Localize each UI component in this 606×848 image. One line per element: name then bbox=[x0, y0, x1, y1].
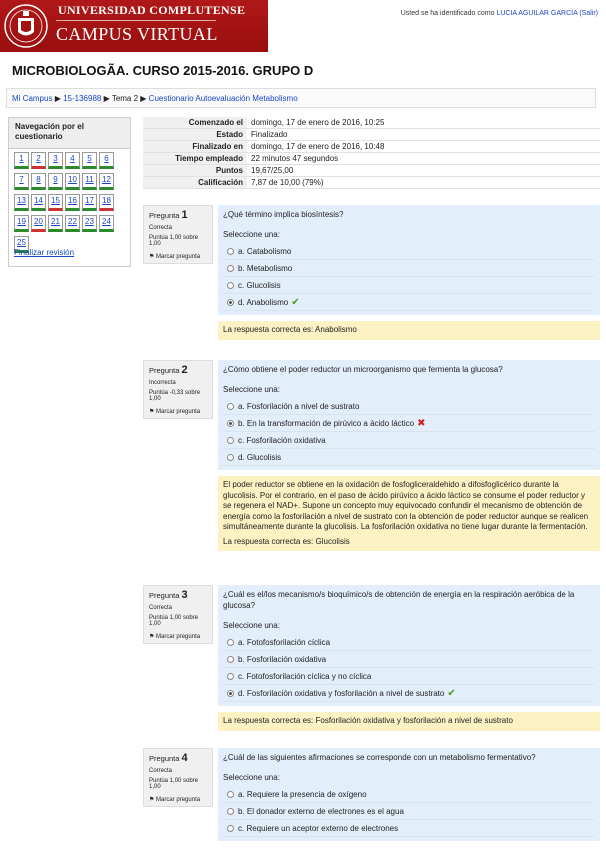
breadcrumb-separator: ▶ bbox=[140, 94, 147, 103]
answer-radio[interactable] bbox=[227, 791, 234, 798]
question-number bbox=[149, 364, 207, 376]
question-nav-button[interactable]: 3 bbox=[48, 152, 63, 169]
summary-label: Estado bbox=[143, 129, 247, 141]
breadcrumb-course[interactable]: 15-136988 bbox=[63, 94, 102, 103]
summary-value: 22 minutos 47 segundos bbox=[247, 153, 600, 165]
feedback-block bbox=[218, 712, 600, 731]
answer-radio[interactable] bbox=[227, 265, 234, 272]
brand-banner[interactable] bbox=[0, 0, 268, 52]
breadcrumb-separator: ▶ bbox=[103, 94, 110, 103]
question-content bbox=[218, 360, 600, 470]
answer-option[interactable] bbox=[223, 803, 595, 820]
answer-label: a. Fosforilación a nivel de sustrato bbox=[238, 401, 360, 411]
question-info bbox=[143, 748, 213, 807]
question-nav-button[interactable]: 6 bbox=[99, 152, 114, 169]
question-number bbox=[149, 589, 207, 601]
question-text: ¿Cómo obtiene el poder reductor un microorganismo que fermenta la glucosa? bbox=[223, 365, 503, 374]
answer-radio[interactable] bbox=[227, 282, 234, 289]
question-number bbox=[149, 209, 207, 221]
summary-label: Calificación bbox=[143, 177, 247, 189]
answer-label: c. Fotofosforilación cíclica y no cíclica bbox=[238, 671, 372, 681]
question-nav-button[interactable]: 24 bbox=[99, 215, 114, 232]
answer-radio[interactable] bbox=[227, 248, 234, 255]
answer-option[interactable] bbox=[223, 398, 595, 415]
university-name: UNIVERSIDAD COMPLUTENSE bbox=[58, 3, 246, 17]
right-answer: La respuesta correcta es: Fosforilación oxidativa y fosforilación a nivel de sustrato bbox=[223, 716, 513, 725]
question-nav-button[interactable]: 12 bbox=[99, 173, 114, 190]
attempt-summary-table bbox=[143, 117, 600, 189]
summary-row bbox=[143, 153, 600, 165]
question-nav-button[interactable]: 1 bbox=[14, 152, 29, 169]
divider bbox=[56, 20, 216, 21]
question-status: Correcta bbox=[149, 768, 173, 774]
answer-option[interactable] bbox=[223, 634, 595, 651]
summary-value: 19,67/25,00 bbox=[247, 165, 600, 177]
university-crest-icon bbox=[4, 2, 48, 50]
answer-radio[interactable] bbox=[227, 825, 234, 832]
right-answer: La respuesta correcta es: Anabolismo bbox=[223, 325, 357, 334]
answer-label: b. El donador externo de electrones es el agua bbox=[238, 806, 404, 816]
answer-option[interactable] bbox=[223, 685, 595, 702]
answer-radio[interactable] bbox=[227, 808, 234, 815]
question-number-value: 2 bbox=[181, 364, 188, 376]
finish-review-link[interactable]: Finalizar revisión bbox=[14, 248, 75, 257]
select-one-label: Seleccione una: bbox=[223, 621, 280, 630]
question-label: Pregunta bbox=[149, 366, 180, 375]
question-nav-button[interactable]: 19 bbox=[14, 215, 29, 232]
summary-row bbox=[143, 117, 600, 129]
breadcrumb bbox=[6, 88, 596, 108]
breadcrumb-home[interactable]: Mi Campus bbox=[12, 94, 53, 103]
question-nav-button[interactable]: 11 bbox=[82, 173, 97, 190]
question-label: Pregunta bbox=[149, 754, 180, 763]
question-nav-button[interactable]: 14 bbox=[31, 194, 46, 211]
select-one-label: Seleccione una: bbox=[223, 773, 280, 782]
summary-label: Finalizado en bbox=[143, 141, 247, 153]
question-status: Correcta bbox=[149, 225, 173, 231]
question-number-value: 1 bbox=[181, 209, 188, 221]
answer-option[interactable] bbox=[223, 294, 595, 311]
summary-value: domingo, 17 de enero de 2016, 10:25 bbox=[247, 117, 600, 129]
question-marks: Puntúa -0,33 sobre 1,00 bbox=[149, 390, 201, 402]
question-number-value: 4 bbox=[181, 752, 188, 764]
cross-icon: ✖ bbox=[417, 417, 426, 429]
summary-row bbox=[143, 165, 600, 177]
summary-label: Tiempo empleado bbox=[143, 153, 247, 165]
question-text: ¿Cuál de las siguientes afirmaciones se corresponde con un metabolismo fermentativo? bbox=[223, 753, 536, 762]
answer-option[interactable] bbox=[223, 243, 595, 260]
answer-option[interactable] bbox=[223, 651, 595, 668]
answer-label: b. En la transformación de pirúvico a ácido láctico bbox=[238, 418, 415, 428]
checkmark-icon: ✔ bbox=[291, 296, 300, 308]
answer-label: a. Requiere la presencia de oxígeno bbox=[238, 789, 367, 799]
question-nav-button[interactable]: 2 bbox=[31, 152, 46, 169]
question-nav-button[interactable]: 18 bbox=[99, 194, 114, 211]
question-nav-button[interactable]: 8 bbox=[31, 173, 46, 190]
question-nav-button[interactable]: 9 bbox=[48, 173, 63, 190]
flag-label: Marcar pregunta bbox=[156, 409, 201, 415]
summary-label: Puntos bbox=[143, 165, 247, 177]
logout-link[interactable]: (Salir) bbox=[579, 10, 598, 17]
summary-value: domingo, 17 de enero de 2016, 10:48 bbox=[247, 141, 600, 153]
quiz-navigation-title: Navegación por el cuestionario bbox=[9, 118, 130, 149]
question-nav-button[interactable]: 15 bbox=[48, 194, 63, 211]
question-label: Pregunta bbox=[149, 211, 180, 220]
answer-label: c. Glucolisis bbox=[238, 280, 281, 290]
answer-radio[interactable] bbox=[227, 673, 234, 680]
flag-question-button[interactable] bbox=[149, 796, 207, 803]
question-number-value: 3 bbox=[181, 589, 188, 601]
summary-value: Finalizado bbox=[247, 129, 600, 141]
question-number bbox=[149, 752, 207, 764]
site-header bbox=[0, 0, 606, 52]
answer-radio[interactable] bbox=[227, 656, 234, 663]
answer-label: c. Fosforilación oxidativa bbox=[238, 435, 326, 445]
page-title: MICROBIOLOGÃA. CURSO 2015-2016. GRUPO D bbox=[12, 63, 314, 78]
select-one-label: Seleccione una: bbox=[223, 230, 280, 239]
question-nav-button[interactable]: 20 bbox=[31, 215, 46, 232]
answer-option[interactable] bbox=[223, 820, 595, 837]
question-nav-button[interactable]: 16 bbox=[65, 194, 80, 211]
feedback-block bbox=[218, 476, 600, 551]
answer-option[interactable] bbox=[223, 786, 595, 803]
question-marks: Puntúa 1,00 sobre 1,00 bbox=[149, 615, 199, 627]
question-nav-button[interactable]: 13 bbox=[14, 194, 29, 211]
question-nav-button[interactable]: 25 bbox=[14, 236, 29, 253]
question-nav-button[interactable]: 22 bbox=[65, 215, 80, 232]
flag-icon: ⚑ bbox=[149, 634, 157, 640]
flag-icon: ⚑ bbox=[149, 797, 157, 803]
flag-question-button[interactable] bbox=[149, 633, 207, 640]
answer-label: d. Fosforilación oxidativa y fosforilación a nivel de sustrato bbox=[238, 688, 445, 698]
answer-label: b. Metabolismo bbox=[238, 263, 293, 273]
answer-option[interactable] bbox=[223, 260, 595, 277]
campus-name: CAMPUS VIRTUAL bbox=[56, 24, 218, 44]
question-label: Pregunta bbox=[149, 591, 180, 600]
flag-question-button[interactable] bbox=[149, 253, 207, 260]
question-text: ¿Qué término implica biosíntesis? bbox=[223, 210, 344, 219]
breadcrumb-topic: Tema 2 bbox=[111, 94, 139, 103]
question-content bbox=[218, 748, 600, 841]
question-info bbox=[143, 360, 213, 419]
question-content bbox=[218, 205, 600, 315]
flag-label: Marcar pregunta bbox=[156, 634, 201, 640]
breadcrumb-separator: ▶ bbox=[54, 94, 61, 103]
summary-value: 7,87 de 10,00 (79%) bbox=[247, 177, 600, 189]
answer-option[interactable] bbox=[223, 277, 595, 294]
feedback-block bbox=[218, 321, 600, 340]
question-nav-button[interactable]: 10 bbox=[65, 173, 80, 190]
answer-radio[interactable] bbox=[227, 299, 234, 306]
answer-radio[interactable] bbox=[227, 420, 234, 427]
question-nav-button[interactable]: 5 bbox=[82, 152, 97, 169]
breadcrumb-quiz[interactable]: Cuestionario Autoevaluación Metabolismo bbox=[148, 94, 298, 103]
flag-icon: ⚑ bbox=[149, 409, 157, 415]
answer-option[interactable] bbox=[223, 668, 595, 685]
right-answer: La respuesta correcta es: Glucolisis bbox=[223, 536, 350, 546]
answer-radio[interactable] bbox=[227, 454, 234, 461]
flag-label: Marcar pregunta bbox=[156, 797, 201, 803]
flag-label: Marcar pregunta bbox=[156, 254, 201, 260]
question-text: ¿Cuál es el/los mecanismo/s bioquímico/s de obtención de energía en la respiración aeróbica de la glucosa? bbox=[223, 590, 575, 610]
login-prefix: Usted se ha identificado como bbox=[400, 10, 495, 17]
question-nav-button[interactable]: 17 bbox=[82, 194, 97, 211]
question-nav-button[interactable]: 7 bbox=[14, 173, 29, 190]
question-marks: Puntúa 1,00 sobre 1,00 bbox=[149, 235, 199, 247]
general-feedback: El poder reductor se obtiene en la oxidación de fosfogliceraldehido a difosfoglicérico durante la glucolisis. Por el contrario, en el paso de ácido pirúvico a ácido láctico se consume el poder reductor y se regenera el NAD+. Supone un concepto muy equivocado confundir el mecanismo de obtención de energía como la fosforilación a nivel de sustrato con la obtención de poder reductor aunque se realicen simultáneamente durante la glucolisis. La fosforilación oxidativa no tiene lugar durante la fermentación. bbox=[223, 480, 589, 531]
answer-label: a. Fotofosforilación cíclica bbox=[238, 637, 331, 647]
question-nav-button[interactable]: 4 bbox=[65, 152, 80, 169]
flag-icon: ⚑ bbox=[149, 254, 157, 260]
answer-option[interactable] bbox=[223, 449, 595, 466]
answer-label: d. Anabolismo bbox=[238, 297, 289, 307]
answer-radio[interactable] bbox=[227, 690, 234, 697]
answer-label: b. Fosforilación oxidativa bbox=[238, 654, 327, 664]
question-info bbox=[143, 205, 213, 264]
answer-option[interactable] bbox=[223, 415, 595, 432]
answer-label: a. Catabolismo bbox=[238, 246, 292, 256]
question-content bbox=[218, 585, 600, 706]
question-nav-button[interactable]: 23 bbox=[82, 215, 97, 232]
answer-option[interactable] bbox=[223, 432, 595, 449]
question-status: Incorrecta bbox=[149, 380, 176, 386]
question-info bbox=[143, 585, 213, 644]
question-marks: Puntúa 1,00 sobre 1,00 bbox=[149, 778, 199, 790]
answer-radio[interactable] bbox=[227, 403, 234, 410]
checkmark-icon: ✔ bbox=[447, 687, 456, 699]
summary-row bbox=[143, 141, 600, 153]
user-link[interactable]: LUCIA AGUILAR GARCIA bbox=[496, 10, 578, 17]
answer-label: c. Requiere un aceptor externo de electrones bbox=[238, 823, 399, 833]
flag-question-button[interactable] bbox=[149, 408, 207, 415]
login-info bbox=[401, 10, 598, 17]
question-status: Correcta bbox=[149, 605, 173, 611]
summary-row bbox=[143, 129, 600, 141]
select-one-label: Seleccione una: bbox=[223, 385, 280, 394]
answer-label: d. Glucolisis bbox=[238, 452, 282, 462]
question-nav-button[interactable]: 21 bbox=[48, 215, 63, 232]
question-grid bbox=[13, 152, 129, 257]
summary-label: Comenzado el bbox=[143, 117, 247, 129]
answer-radio[interactable] bbox=[227, 639, 234, 646]
answer-radio[interactable] bbox=[227, 437, 234, 444]
summary-row bbox=[143, 177, 600, 189]
quiz-navigation-block bbox=[8, 117, 131, 267]
